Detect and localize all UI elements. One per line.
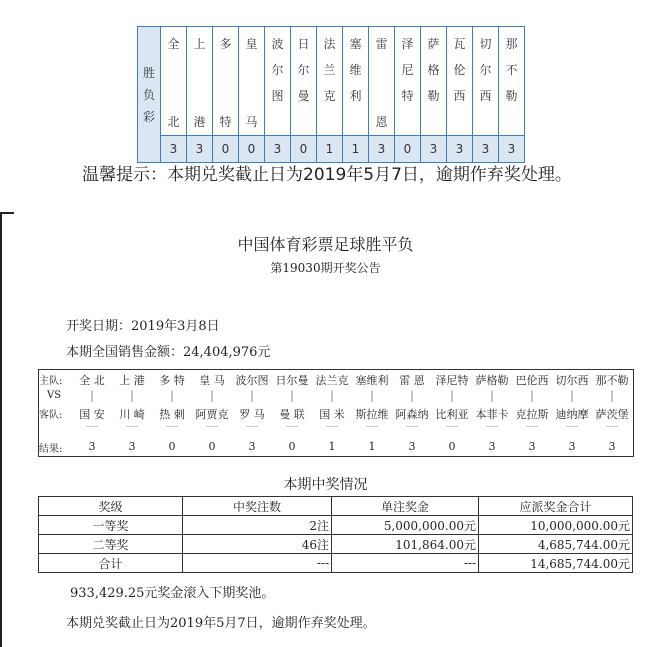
vs-pipe: |	[570, 389, 574, 402]
away-team: 热 刺	[159, 408, 185, 421]
separator: ----	[485, 422, 499, 432]
vs-pipe: |	[170, 389, 174, 402]
team-name: 全 北	[167, 37, 180, 129]
prize-unit: ---	[332, 554, 479, 573]
team-cell	[265, 27, 291, 136]
prize-row	[39, 516, 633, 535]
away-team: 迪纳摩	[555, 408, 589, 421]
team-cell	[473, 27, 499, 136]
team-name: 波 尔 图	[271, 37, 284, 103]
result-cell: 3	[161, 136, 187, 163]
team-name: 皇 马	[245, 37, 258, 129]
team-name: 萨 格 勒	[427, 37, 440, 103]
team-cell	[343, 27, 369, 136]
result-cell: 1	[317, 136, 343, 163]
separator: ----	[205, 422, 219, 432]
away-team: 国 米	[319, 408, 345, 421]
away-team: 罗 马	[239, 408, 265, 421]
vs-pipe: |	[490, 389, 494, 402]
prize-section-title: 本期中奖情况	[283, 477, 368, 493]
team-name: 雷 恩	[375, 37, 388, 129]
match-result: 1	[368, 440, 376, 453]
team-name: 那 不 勒	[505, 37, 518, 103]
home-team: 波尔图	[235, 374, 269, 387]
team-cell	[395, 27, 421, 136]
match-result: 3	[608, 440, 616, 453]
match-result: 3	[88, 440, 96, 453]
separator: ----	[325, 422, 339, 432]
vs-pipe: |	[530, 389, 534, 402]
team-cell	[291, 27, 317, 136]
away-team: 斯拉维	[355, 408, 389, 421]
team-name: 切 尔 西	[479, 37, 492, 103]
home-team: 法兰克	[315, 374, 349, 387]
home-team: 切尔西	[555, 374, 589, 387]
header-total: 应派奖金合计	[479, 497, 633, 516]
separator: ----	[85, 422, 99, 432]
away-team: 本菲卡	[475, 408, 509, 421]
prize-unit: 101,864.00元	[332, 535, 479, 554]
match-result: 0	[168, 440, 176, 453]
draw-date: 开奖日期：2019年3月8日	[66, 319, 220, 334]
match-result: 0	[208, 440, 216, 453]
header-level: 奖级	[39, 497, 183, 516]
sales-amount: 本期全国销售金额：24,404,976元	[66, 345, 271, 360]
separator: ----	[605, 422, 619, 432]
separator: ----	[525, 422, 539, 432]
team-cell	[369, 27, 395, 136]
home-team: 全 北	[79, 374, 105, 387]
top-results-table	[137, 26, 525, 163]
team-name: 泽 尼 特	[401, 37, 414, 103]
prize-level: 一等奖	[39, 516, 183, 535]
home-team: 上 港	[119, 374, 145, 387]
home-team: 萨格勒	[475, 374, 509, 387]
result-cell: 3	[265, 136, 291, 163]
row-label	[138, 27, 161, 163]
separator: ----	[285, 422, 299, 432]
away-team: 国 安	[79, 408, 105, 421]
home-label: 主队:	[39, 376, 63, 387]
prize-total: 14,685,744.00元	[479, 554, 633, 573]
vs-pipe: |	[290, 389, 294, 402]
rollover-note: 933,429.25元奖金滚入下期奖池。	[70, 586, 275, 601]
home-team: 雷 恩	[399, 374, 425, 387]
header-winners: 中奖注数	[183, 497, 332, 516]
separator: ----	[125, 422, 139, 432]
away-team: 川 崎	[119, 408, 145, 421]
team-name: 上 港	[193, 37, 206, 129]
away-team: 阿贾克	[195, 408, 229, 421]
prize-row	[39, 554, 633, 573]
result-cell: 0	[395, 136, 421, 163]
vs-pipe: |	[370, 389, 374, 402]
team-cell	[447, 27, 473, 136]
result-cell: 3	[499, 136, 525, 163]
vs-pipe: |	[330, 389, 334, 402]
match-result: 3	[568, 440, 576, 453]
prize-level: 二等奖	[39, 535, 183, 554]
home-team: 塞维利	[355, 374, 389, 387]
result-cell: 3	[187, 136, 213, 163]
vs-pipe: |	[450, 389, 454, 402]
match-result: 0	[448, 440, 456, 453]
home-team: 皇 马	[199, 374, 225, 387]
team-name: 瓦 伦 西	[453, 37, 466, 103]
frame-border	[0, 212, 2, 647]
team-row	[138, 27, 525, 136]
match-result: 0	[288, 440, 296, 453]
team-cell	[239, 27, 265, 136]
deadline-tip: 温馨提示：本期兑奖截止日为2019年5月7日，逾期作弃奖处理。	[82, 165, 572, 185]
result-cell: 3	[447, 136, 473, 163]
prize-total: 10,000,000.00元	[479, 516, 633, 535]
match-result: 3	[128, 440, 136, 453]
team-cell	[161, 27, 187, 136]
frame-corner	[0, 212, 14, 214]
separator: ----	[245, 422, 259, 432]
separator: ----	[565, 422, 579, 432]
vs-pipe: |	[610, 389, 614, 402]
vs-label: VS	[47, 390, 62, 401]
team-cell	[421, 27, 447, 136]
result-cell: 3	[421, 136, 447, 163]
prize-winners: ---	[183, 554, 332, 573]
match-result: 3	[488, 440, 496, 453]
result-cell: 3	[369, 136, 395, 163]
result-cell: 3	[473, 136, 499, 163]
away-team: 克拉斯	[515, 408, 549, 421]
away-label: 客队:	[39, 410, 63, 421]
prize-winners: 46注	[183, 535, 332, 554]
match-grid	[38, 369, 634, 457]
away-team: 比利亚	[435, 408, 469, 421]
team-name: 日 尔 曼	[297, 37, 310, 103]
prize-winners: 2注	[183, 516, 332, 535]
match-result: 3	[408, 440, 416, 453]
result-cell: 0	[239, 136, 265, 163]
away-team: 萨茨堡	[595, 408, 629, 421]
vs-pipe: |	[250, 389, 254, 402]
announcement-title: 中国体育彩票足球胜平负	[237, 235, 414, 254]
header-unit-prize: 单注奖金	[332, 497, 479, 516]
announcement-subtitle: 第19030期开奖公告	[270, 261, 381, 275]
team-cell	[187, 27, 213, 136]
home-team: 多 特	[159, 374, 185, 387]
away-team: 阿森纳	[395, 408, 429, 421]
separator: ----	[405, 422, 419, 432]
result-row	[138, 136, 525, 163]
row-label-text: 胜 负 彩	[142, 65, 155, 124]
prize-level: 合计	[39, 554, 183, 573]
result-cell: 0	[291, 136, 317, 163]
vs-pipe: |	[130, 389, 134, 402]
home-team: 巴伦西	[515, 374, 549, 387]
prize-header-row	[39, 497, 633, 516]
separator: ----	[445, 422, 459, 432]
separator: ----	[165, 422, 179, 432]
prize-unit: 5,000,000.00元	[332, 516, 479, 535]
result-cell: 0	[213, 136, 239, 163]
prize-row	[39, 535, 633, 554]
vs-pipe: |	[90, 389, 94, 402]
away-team: 曼 联	[279, 408, 305, 421]
home-team: 那不勒	[595, 374, 629, 387]
result-cell: 1	[343, 136, 369, 163]
prize-total: 4,685,744.00元	[479, 535, 633, 554]
home-team: 日尔曼	[275, 374, 309, 387]
team-name: 多 特	[219, 37, 232, 129]
result-label: 结果:	[39, 444, 63, 455]
separator: ----	[365, 422, 379, 432]
match-result: 3	[248, 440, 256, 453]
deadline-note: 本期兑奖截止日为2019年5月7日，逾期作弃奖处理。	[66, 616, 376, 631]
team-name: 法 兰 克	[323, 37, 336, 103]
prize-table	[38, 496, 633, 573]
team-cell	[499, 27, 525, 136]
match-result: 1	[328, 440, 336, 453]
vs-pipe: |	[210, 389, 214, 402]
team-cell	[317, 27, 343, 136]
team-name: 塞 维 利	[349, 37, 362, 103]
team-cell	[213, 27, 239, 136]
home-team: 泽尼特	[435, 374, 469, 387]
match-result: 3	[528, 440, 536, 453]
vs-pipe: |	[410, 389, 414, 402]
